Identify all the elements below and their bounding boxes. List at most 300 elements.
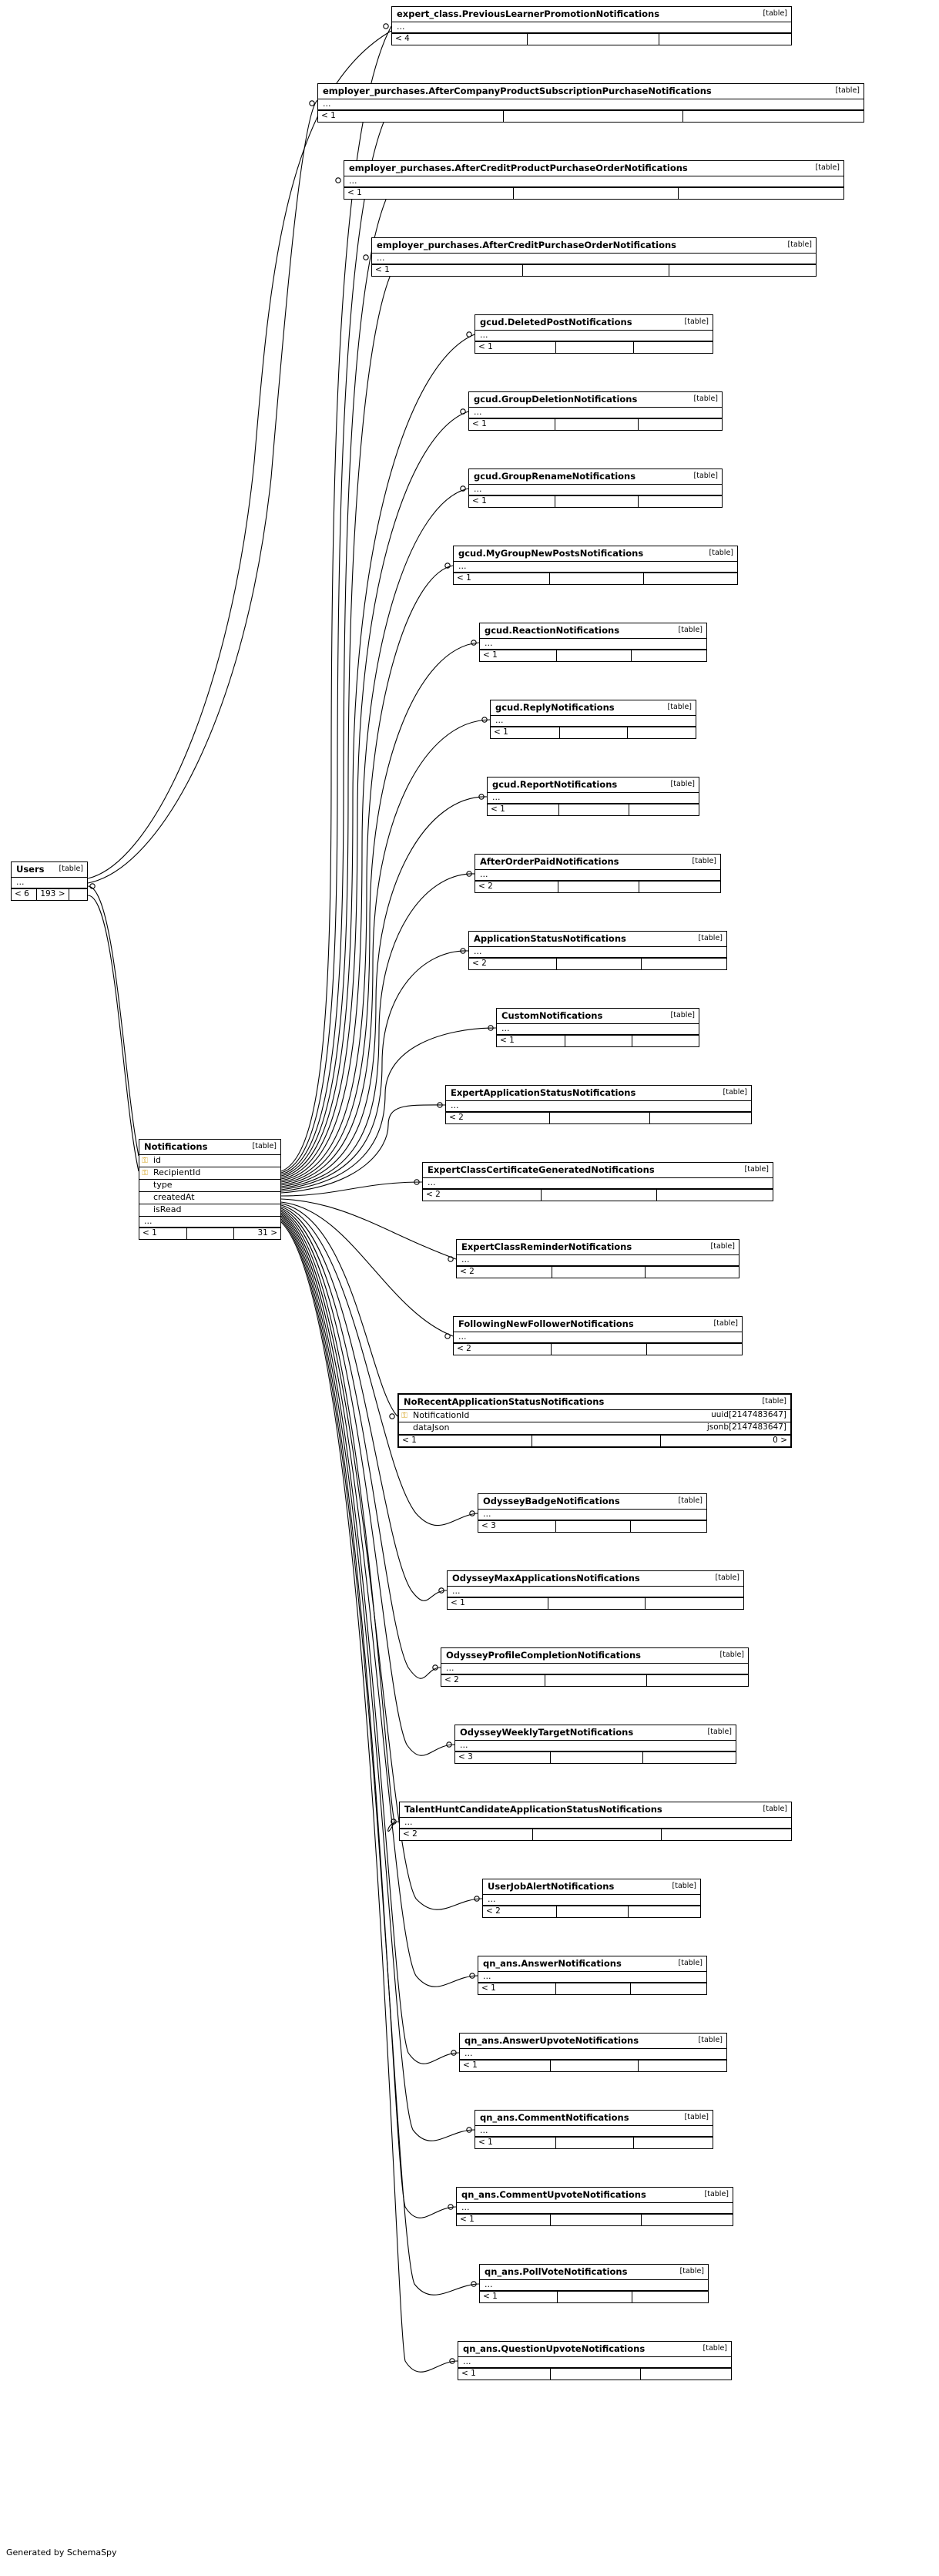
table-header <box>392 7 791 22</box>
table-title: ExpertClassCertificateGeneratedNotifications <box>428 1164 655 1175</box>
table-title: ExpertApplicationStatusNotifications <box>451 1087 636 1098</box>
table-relation-count <box>555 496 639 507</box>
table-title: expert_class.PreviousLearnerPromotionNotifications <box>397 8 660 19</box>
table-footer <box>392 33 791 45</box>
table-truncated-columns: ... <box>478 1510 706 1520</box>
table-truncated-columns: ... <box>478 1972 706 1983</box>
table-relation-count: < 1 <box>469 419 555 430</box>
table-footer <box>458 2368 731 2380</box>
table-truncated-columns: ... <box>488 793 699 804</box>
table-node-t3[interactable] <box>344 160 844 200</box>
table-header <box>469 392 722 408</box>
table-footer <box>460 2060 726 2071</box>
column-name: RecipientId <box>153 1168 201 1178</box>
table-relation-count: 31 > <box>257 1228 277 1238</box>
table-node-t14[interactable] <box>496 1008 699 1047</box>
table-relation-count <box>657 1190 773 1201</box>
table-kind-label: [table] <box>719 1651 744 1660</box>
table-relation-count <box>69 889 88 900</box>
table-title: employer_purchases.AfterCreditProductPurchaseOrderNotifications <box>349 163 688 173</box>
table-header <box>139 1140 280 1155</box>
table-footer <box>469 958 726 969</box>
table-relation-count <box>528 34 659 45</box>
table-footer <box>423 1189 773 1201</box>
column-name: isRead <box>153 1205 182 1215</box>
table-kind-label: [table] <box>698 2036 723 2045</box>
table-header <box>469 932 726 947</box>
table-relation-count: < 1 <box>448 1598 548 1609</box>
table-relation-count <box>631 1521 706 1532</box>
table-relation-count: < 1 <box>480 650 557 661</box>
table-header <box>318 84 864 99</box>
table-truncated-columns: ... <box>475 2126 713 2137</box>
table-relation-count <box>557 650 632 661</box>
table-truncated-columns: ... <box>12 878 87 888</box>
table-footer <box>480 650 706 661</box>
table-relation-count <box>632 2292 708 2302</box>
table-relation-count: < 1 <box>460 2060 551 2071</box>
table-relation-count <box>646 1267 739 1278</box>
table-kind-label: [table] <box>713 1319 738 1328</box>
table-relation-count: < 2 <box>454 1344 552 1355</box>
table-relation-count <box>647 1675 748 1686</box>
table-relation-count: < 2 <box>441 1675 545 1686</box>
table-title: TalentHuntCandidateApplicationStatusNotifications <box>404 1804 662 1815</box>
table-kind-label: [table] <box>678 1959 703 1968</box>
table-header <box>457 1240 739 1255</box>
table-header <box>446 1086 751 1101</box>
table-node-t18[interactable] <box>453 1316 743 1355</box>
table-title: qn_ans.PollVoteNotifications <box>485 2266 628 2277</box>
table-relation-count: < 2 <box>483 1906 557 1917</box>
table-title: gcud.ReactionNotifications <box>485 625 620 636</box>
table-relation-count: < 1 <box>344 188 514 199</box>
column-name: NotificationId <box>413 1411 470 1421</box>
table-title: employer_purchases.AfterCreditPurchaseOrderNotifications <box>377 240 677 250</box>
table-title: gcud.MyGroupNewPostsNotifications <box>458 548 644 559</box>
table-node-t11[interactable] <box>487 777 699 816</box>
column-type: uuid[2147483647] <box>711 1410 786 1420</box>
table-header <box>478 1494 706 1510</box>
table-title: qn_ans.CommentUpvoteNotifications <box>461 2189 646 2200</box>
table-footer <box>478 1983 706 1994</box>
table-header <box>454 1317 742 1332</box>
table-footer <box>475 2137 713 2148</box>
table-title: NoRecentApplicationStatusNotifications <box>404 1396 605 1407</box>
column-name: type <box>153 1181 173 1191</box>
table-title: gcud.ReplyNotifications <box>495 702 615 713</box>
table-node-t23[interactable] <box>454 1725 736 1764</box>
column-name: id <box>153 1156 162 1166</box>
table-header <box>491 700 696 716</box>
table-relation-count: < 3 <box>478 1521 556 1532</box>
table-truncated-columns: ... <box>480 639 706 650</box>
table-relation-count <box>559 804 629 815</box>
table-header <box>488 778 699 793</box>
table-footer <box>455 1751 736 1763</box>
table-relation-count: < 1 <box>457 2215 551 2225</box>
table-relation-count <box>628 727 696 738</box>
table-node-t9[interactable] <box>479 623 707 662</box>
table-relation-count: < 1 <box>497 1036 565 1046</box>
table-relation-count: < 6 <box>12 889 37 900</box>
table-column-row <box>399 1422 790 1435</box>
table-relation-count: < 2 <box>475 882 558 892</box>
table-footer <box>497 1035 699 1046</box>
key-icon: ⚿ <box>142 1168 148 1177</box>
table-kind-label: [table] <box>703 2344 727 2353</box>
table-relation-count: < 1 <box>469 496 555 507</box>
table-footer <box>480 2291 708 2302</box>
table-relation-count <box>533 1829 662 1840</box>
table-relation-count <box>632 1036 699 1046</box>
table-relation-count <box>551 2369 641 2380</box>
table-truncated-columns: ... <box>497 1024 699 1035</box>
table-header <box>497 1009 699 1024</box>
table-kind-label: [table] <box>678 1496 703 1506</box>
table-relation-count: < 2 <box>446 1113 550 1123</box>
table-relation-count: < 1 <box>478 1983 556 1994</box>
table-relation-count <box>556 1983 632 1994</box>
table-truncated-columns: ... <box>483 1895 700 1906</box>
table-relation-count <box>632 650 706 661</box>
table-relation-count <box>631 1983 706 1994</box>
table-node-users[interactable] <box>11 861 88 901</box>
table-node-t30[interactable] <box>479 2264 709 2303</box>
table-title: gcud.GroupRenameNotifications <box>474 471 636 482</box>
table-header <box>12 862 87 878</box>
table-title: ApplicationStatusNotifications <box>474 933 626 944</box>
table-column-row <box>139 1192 280 1204</box>
table-relation-count <box>639 2060 726 2071</box>
table-relation-count: < 2 <box>469 959 557 969</box>
table-relation-count <box>550 1113 651 1123</box>
table-header <box>475 315 713 331</box>
table-relation-count <box>565 1036 632 1046</box>
table-node-t2[interactable] <box>317 83 864 123</box>
table-title: AfterOrderPaidNotifications <box>480 856 619 867</box>
table-title: gcud.ReportNotifications <box>492 779 618 790</box>
table-relation-count <box>556 342 635 353</box>
table-header <box>460 2034 726 2049</box>
table-footer <box>139 1228 280 1239</box>
table-title: qn_ans.AnswerUpvoteNotifications <box>464 2035 639 2046</box>
table-header <box>448 1571 743 1587</box>
table-node-t4[interactable] <box>371 237 817 277</box>
table-column-row <box>139 1180 280 1192</box>
table-title: FollowingNewFollowerNotifications <box>458 1318 634 1329</box>
table-header <box>480 623 706 639</box>
table-relation-count <box>634 342 713 353</box>
table-relation-count: < 1 <box>454 573 550 584</box>
table-header <box>372 238 816 254</box>
table-node-t12[interactable] <box>475 854 721 893</box>
table-truncated-columns: ... <box>469 408 722 418</box>
table-header <box>399 1395 790 1410</box>
table-relation-count <box>644 573 737 584</box>
table-relation-count <box>683 111 864 122</box>
table-kind-label: [table] <box>59 865 83 874</box>
table-kind-label: [table] <box>672 1882 696 1891</box>
table-node-t20[interactable] <box>478 1493 707 1533</box>
table-relation-count <box>523 265 669 276</box>
table-relation-count <box>557 959 642 969</box>
table-relation-count <box>551 2060 639 2071</box>
table-truncated-columns: ... <box>448 1587 743 1597</box>
table-truncated-columns: ... <box>454 562 737 573</box>
table-relation-count: < 1 <box>480 2292 558 2302</box>
table-relation-count: < 1 <box>372 265 523 276</box>
table-footer <box>475 881 720 892</box>
table-kind-label: [table] <box>692 857 716 866</box>
key-icon: ⚿ <box>401 1411 407 1420</box>
table-kind-label: [table] <box>678 626 703 635</box>
table-truncated-columns: ... <box>344 176 843 187</box>
table-relation-count: < 2 <box>423 1190 542 1201</box>
column-type: jsonb[2147483647] <box>706 1422 786 1432</box>
table-column-row <box>139 1204 280 1217</box>
table-footer <box>483 1906 700 1917</box>
table-relation-count: < 1 <box>491 727 560 738</box>
table-title: gcud.DeletedPostNotifications <box>480 317 632 327</box>
table-relation-count <box>646 1598 743 1609</box>
table-truncated-columns: ... <box>458 2357 731 2368</box>
table-truncated-columns: ... <box>469 947 726 958</box>
table-node-t27[interactable] <box>459 2033 727 2072</box>
table-footer <box>454 573 737 584</box>
table-kind-label: [table] <box>707 1728 732 1737</box>
table-relation-count <box>556 2138 635 2148</box>
table-node-t15[interactable] <box>445 1085 752 1124</box>
table-relation-count <box>629 1906 700 1917</box>
table-node-t17[interactable] <box>456 1239 739 1278</box>
table-node-t24[interactable] <box>399 1802 792 1841</box>
table-truncated-columns: ... <box>455 1741 736 1751</box>
table-relation-count: < 1 <box>458 2369 551 2380</box>
table-relation-count: < 1 <box>318 111 504 122</box>
table-truncated-columns: ... <box>446 1101 751 1112</box>
table-footer <box>448 1597 743 1609</box>
table-relation-count <box>552 1344 646 1355</box>
table-footer <box>441 1674 748 1686</box>
table-truncated-columns: ... <box>469 485 722 495</box>
table-kind-label: [table] <box>667 703 692 712</box>
table-relation-count <box>642 959 726 969</box>
table-title: CustomNotifications <box>501 1010 603 1021</box>
table-relation-count <box>551 2215 642 2225</box>
table-header <box>478 1956 706 1972</box>
table-truncated-columns: ... <box>475 331 713 341</box>
table-relation-count: < 2 <box>457 1267 552 1278</box>
table-relation-count: < 1 <box>399 1436 532 1446</box>
table-header <box>458 2342 731 2357</box>
table-relation-count: < 2 <box>400 1829 533 1840</box>
table-truncated-columns: ... <box>480 2280 708 2291</box>
table-kind-label: [table] <box>684 317 709 327</box>
table-kind-label: [table] <box>670 780 695 789</box>
table-node-t31[interactable] <box>458 2341 732 2380</box>
table-footer <box>372 264 816 276</box>
table-title: employer_purchases.AfterCompanyProductSubscriptionPurchaseNotifications <box>323 86 712 96</box>
table-node-t22[interactable] <box>441 1647 749 1687</box>
table-node-t5[interactable] <box>475 314 713 354</box>
table-node-t19[interactable] <box>397 1393 792 1448</box>
table-relation-count <box>641 2369 731 2380</box>
table-title: qn_ans.QuestionUpvoteNotifications <box>463 2343 646 2354</box>
table-truncated-columns: ... <box>423 1178 773 1189</box>
table-node-notifications[interactable] <box>139 1139 281 1240</box>
table-relation-count: < 3 <box>455 1752 551 1763</box>
table-truncated-columns: ... <box>460 2049 726 2060</box>
table-kind-label: [table] <box>723 1088 747 1097</box>
column-name: dataJson <box>413 1423 450 1433</box>
table-kind-label: [table] <box>704 2190 729 2199</box>
table-column-row <box>399 1410 790 1422</box>
table-footer <box>399 1435 790 1446</box>
table-kind-label: [table] <box>763 9 787 18</box>
table-header <box>400 1802 791 1818</box>
table-footer <box>454 1343 742 1355</box>
table-relation-count <box>679 188 843 199</box>
table-truncated-columns: ... <box>454 1332 742 1343</box>
table-kind-label: [table] <box>715 1573 739 1583</box>
table-header <box>455 1725 736 1741</box>
table-relation-count <box>639 419 722 430</box>
table-title: OdysseyMaxApplicationsNotifications <box>452 1573 640 1584</box>
table-footer <box>469 495 722 507</box>
column-name: createdAt <box>153 1193 195 1203</box>
table-kind-label: [table] <box>252 1142 277 1151</box>
table-column-row <box>139 1155 280 1167</box>
table-kind-label: [table] <box>762 1397 786 1406</box>
table-footer <box>488 804 699 815</box>
table-truncated-columns: ... <box>318 99 864 110</box>
table-relation-count <box>545 1675 646 1686</box>
table-truncated-columns: ... <box>491 716 696 727</box>
table-relation-count <box>647 1344 742 1355</box>
table-header <box>423 1163 773 1178</box>
table-kind-label: [table] <box>670 1011 695 1020</box>
table-node-t21[interactable] <box>447 1570 744 1610</box>
generated-by-credit: Generated by SchemaSpy <box>6 2547 117 2558</box>
table-node-t8[interactable] <box>453 546 738 585</box>
table-kind-label: [table] <box>815 163 840 173</box>
table-truncated-columns: ... <box>457 2203 733 2214</box>
table-kind-label: [table] <box>787 240 812 250</box>
table-relation-count <box>551 1752 643 1763</box>
table-footer <box>400 1829 791 1840</box>
table-title: OdysseyBadgeNotifications <box>483 1496 620 1506</box>
table-kind-label: [table] <box>693 472 718 481</box>
table-header <box>475 855 720 870</box>
table-truncated-columns: ... <box>392 22 791 33</box>
table-header <box>441 1648 748 1664</box>
table-truncated-columns: ... <box>457 1255 739 1266</box>
table-relation-count <box>639 496 722 507</box>
table-relation-count: < 1 <box>475 2138 556 2148</box>
table-header <box>475 2111 713 2126</box>
table-relation-count <box>560 727 628 738</box>
table-title: qn_ans.CommentNotifications <box>480 2112 629 2123</box>
table-header <box>454 546 737 562</box>
table-relation-count <box>643 1752 736 1763</box>
table-relation-count <box>514 188 679 199</box>
table-footer <box>475 341 713 353</box>
table-title: qn_ans.AnswerNotifications <box>483 1958 622 1969</box>
table-relation-count <box>650 1113 751 1123</box>
table-node-t6[interactable] <box>468 391 723 431</box>
table-header <box>480 2265 708 2280</box>
table-relation-count <box>558 882 639 892</box>
table-footer <box>344 187 843 199</box>
key-icon: ⚿ <box>142 1156 148 1165</box>
table-relation-count: < 4 <box>392 34 528 45</box>
table-relation-count <box>669 265 816 276</box>
table-truncated-columns: ... <box>475 870 720 881</box>
table-relation-count <box>542 1190 657 1201</box>
table-relation-count <box>552 1267 646 1278</box>
table-title: Users <box>16 864 45 875</box>
table-relation-count <box>556 1521 632 1532</box>
table-relation-count <box>558 2292 633 2302</box>
table-relation-count <box>532 1436 662 1446</box>
table-relation-count: < 1 <box>139 1228 187 1239</box>
table-footer <box>457 1266 739 1278</box>
table-title: Notifications <box>144 1141 208 1152</box>
table-kind-label: [table] <box>698 934 723 943</box>
table-relation-count: 193 > <box>37 889 69 900</box>
table-kind-label: [table] <box>709 549 733 558</box>
table-relation-count <box>548 1598 646 1609</box>
table-relation-count <box>557 1906 629 1917</box>
table-kind-label: [table] <box>835 86 860 96</box>
table-node-t26[interactable] <box>478 1956 707 1995</box>
table-relation-count: 0 > <box>773 1435 787 1445</box>
table-title: OdysseyWeeklyTargetNotifications <box>460 1727 634 1738</box>
table-node-t7[interactable] <box>468 469 723 508</box>
table-kind-label: [table] <box>693 395 718 404</box>
table-node-t13[interactable] <box>468 931 727 970</box>
table-relation-count <box>550 573 643 584</box>
table-footer <box>446 1112 751 1123</box>
table-relation-count <box>504 111 684 122</box>
table-node-t29[interactable] <box>456 2187 733 2226</box>
table-kind-label: [table] <box>744 1165 769 1174</box>
table-relation-count <box>634 2138 713 2148</box>
table-column-row <box>139 1167 280 1180</box>
table-node-t28[interactable] <box>475 2110 713 2149</box>
table-node-t25[interactable] <box>482 1879 701 1918</box>
table-truncated-columns: ... <box>400 1818 791 1829</box>
table-header <box>457 2188 733 2203</box>
table-title: UserJobAlertNotifications <box>488 1881 615 1892</box>
table-node-t10[interactable] <box>490 700 696 739</box>
table-footer <box>318 110 864 122</box>
table-relation-count <box>642 2215 733 2225</box>
table-node-t1[interactable] <box>391 6 792 45</box>
table-relation-count <box>659 34 791 45</box>
table-footer <box>469 418 722 430</box>
table-node-t16[interactable] <box>422 1162 773 1201</box>
table-relation-count: < 1 <box>475 342 556 353</box>
table-kind-label: [table] <box>710 1242 735 1251</box>
table-title: ExpertClassReminderNotifications <box>461 1241 632 1252</box>
table-relation-count <box>662 1829 791 1840</box>
table-relation-count: < 1 <box>488 804 559 815</box>
table-relation-count <box>187 1228 233 1239</box>
table-footer <box>457 2214 733 2225</box>
table-relation-count <box>629 804 699 815</box>
